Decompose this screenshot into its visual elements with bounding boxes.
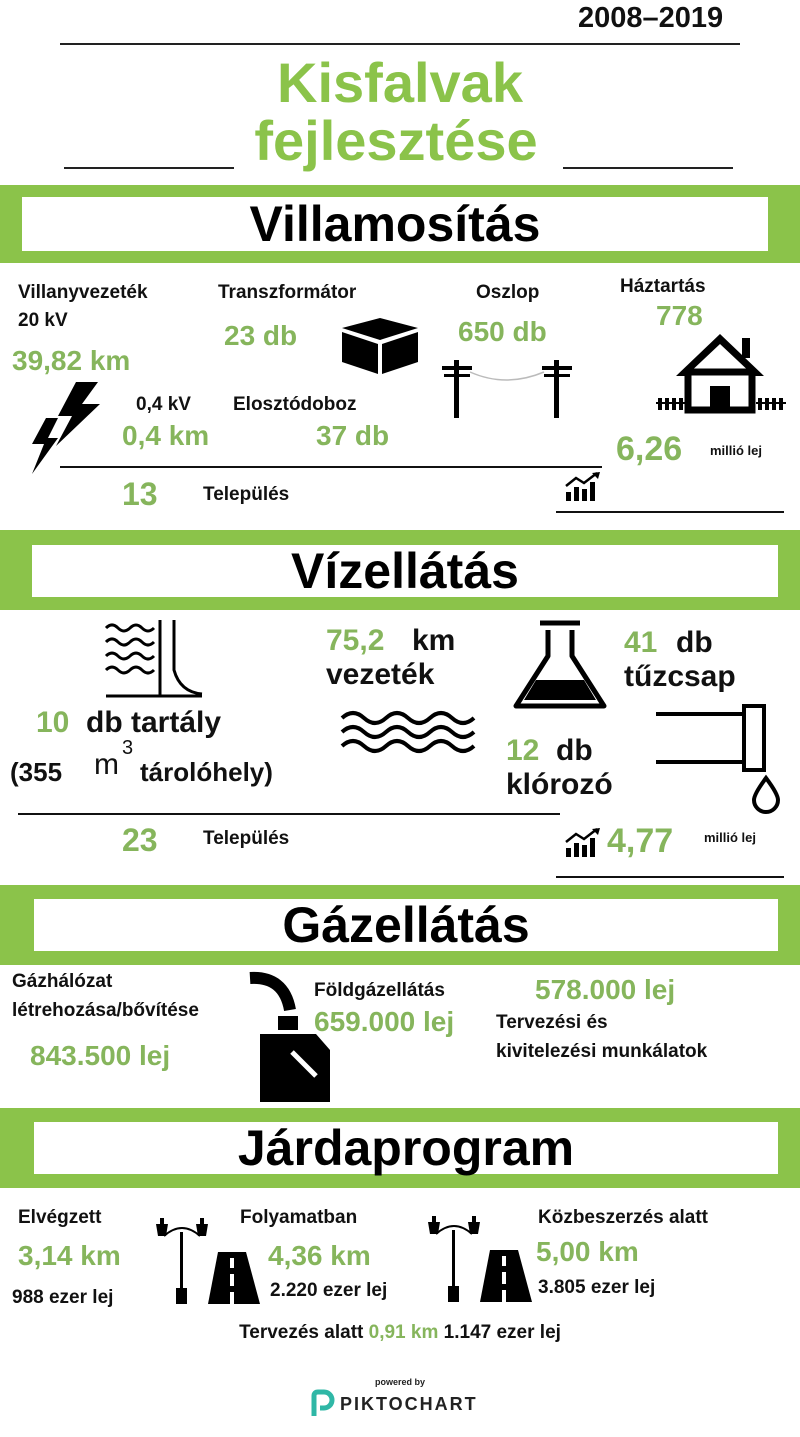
kv04-value: 0,4 km bbox=[122, 420, 210, 451]
tervezes-km: 0,91 km bbox=[368, 1322, 439, 1343]
growth-chart-icon bbox=[564, 472, 602, 502]
vezetek-value: 75,2 bbox=[326, 624, 385, 657]
tartaly-value: 10 bbox=[36, 706, 70, 739]
kozbeszerzes-cost: 3.805 ezer lej bbox=[538, 1277, 656, 1298]
klorozo-label: klórozó bbox=[506, 768, 613, 801]
flask-icon bbox=[512, 620, 612, 712]
elvegzett-label: Elvégzett bbox=[18, 1207, 102, 1228]
tuzcsap-unit: db bbox=[676, 626, 713, 659]
years-label: 2008–2019 bbox=[578, 2, 724, 34]
vizellatas-telepules-label: Település bbox=[203, 828, 290, 849]
elvegzett-cost: 988 ezer lej bbox=[12, 1287, 114, 1308]
transformer-box-icon bbox=[340, 318, 420, 374]
kozbeszerzes-km: 5,00 km bbox=[536, 1236, 639, 1267]
villamositas-cost-value: 6,26 bbox=[616, 430, 683, 468]
folyamatban-km: 4,36 km bbox=[268, 1240, 371, 1271]
tarolo-label: tárolóhely) bbox=[140, 757, 273, 787]
tervezes-label: Tervezés alatt bbox=[239, 1322, 364, 1343]
growth-chart-icon bbox=[564, 828, 602, 858]
kv04-label: 0,4 kV bbox=[136, 394, 191, 415]
street-lamp-road-icon bbox=[424, 1214, 534, 1304]
gazhalozat-label-line2: létrehozása/bővítése bbox=[12, 1000, 199, 1021]
tervezes-cost: 1.147 ezer lej bbox=[443, 1322, 561, 1343]
transzformator-value: 23 db bbox=[224, 320, 298, 351]
vezetek-unit: km bbox=[412, 624, 456, 657]
tuzcsap-value: 41 bbox=[624, 626, 658, 659]
water-waves-icon bbox=[340, 708, 470, 758]
power-pole-icon bbox=[440, 360, 580, 420]
tuzcsap-label: tűzcsap bbox=[624, 660, 736, 693]
foldgaz-label: Földgázellátás bbox=[314, 980, 445, 1001]
piktochart-logo-icon bbox=[310, 1390, 334, 1418]
kozbeszerzes-label: Közbeszerzés alatt bbox=[538, 1207, 709, 1228]
villamositas-telepules-label: Település bbox=[203, 484, 290, 505]
gazhalozat-value: 843.500 lej bbox=[30, 1040, 171, 1071]
folyamatban-cost: 2.220 ezer lej bbox=[270, 1280, 388, 1301]
title-rule-right bbox=[563, 167, 733, 169]
villamositas-cost-unit: millió lej bbox=[710, 443, 763, 458]
section-band-vizellatas bbox=[0, 530, 800, 610]
haztartas-value: 778 bbox=[656, 300, 703, 331]
vizellatas-cost-value: 4,77 bbox=[607, 822, 674, 860]
tervezesi-label-line2: kivitelezési munkálatok bbox=[496, 1041, 708, 1062]
villamositas-telepules-value: 13 bbox=[122, 476, 158, 512]
villamositas-divider bbox=[60, 466, 602, 468]
tervezesi-label-line1: Tervezési és bbox=[496, 1012, 608, 1033]
page-title-line2: fejlesztése bbox=[254, 109, 538, 172]
street-lamp-road-icon bbox=[152, 1216, 262, 1306]
vizellatas-divider bbox=[18, 813, 560, 815]
section-band-villamositas bbox=[0, 185, 800, 263]
tartaly-label: db tartály bbox=[86, 706, 222, 739]
tarolo-open: (355 bbox=[10, 757, 63, 787]
faucet-icon bbox=[656, 702, 776, 812]
villanyvezetek-value: 39,82 km bbox=[12, 345, 131, 376]
elosztodoboz-value: 37 db bbox=[316, 420, 390, 451]
vizellatas-cost-unit: millió lej bbox=[704, 830, 757, 845]
section-band-gazellatas bbox=[0, 885, 800, 965]
section-band-jardaprogram bbox=[0, 1108, 800, 1188]
villanyvezetek-kv-label: 20 kV bbox=[18, 310, 68, 331]
klorozo-unit: db bbox=[556, 734, 593, 767]
piktochart-brand[interactable]: PIKTOCHART bbox=[340, 1394, 478, 1414]
elvegzett-km: 3,14 km bbox=[18, 1240, 121, 1271]
tarolo-unit: m bbox=[94, 748, 119, 781]
gazhalozat-label-line1: Gázhálózat bbox=[12, 971, 113, 992]
page-title-line1: Kisfalvak bbox=[277, 51, 523, 114]
tervezes-row bbox=[0, 1322, 800, 1344]
oszlop-value: 650 db bbox=[458, 316, 547, 347]
section-title-vizellatas: Vízellátás bbox=[291, 543, 519, 599]
haztartas-label: Háztartás bbox=[620, 276, 706, 297]
vizellatas-telepules-value: 23 bbox=[122, 822, 158, 858]
villanyvezetek-label: Villanyvezeték bbox=[18, 282, 148, 303]
section-title-jardaprogram: Járdaprogram bbox=[237, 1120, 575, 1176]
foldgaz-value: 659.000 lej bbox=[314, 1006, 455, 1037]
villamositas-cost-underline bbox=[556, 511, 784, 513]
water-tank-icon bbox=[104, 620, 204, 700]
folyamatban-label: Folyamatban bbox=[240, 1207, 358, 1228]
vizellatas-cost-underline bbox=[556, 876, 784, 878]
tervezesi-value: 578.000 lej bbox=[535, 974, 676, 1005]
header-top-rule bbox=[60, 43, 740, 45]
elosztodoboz-label: Elosztódoboz bbox=[233, 394, 357, 415]
powered-by-label: powered by bbox=[374, 1377, 425, 1387]
section-title-villamositas: Villamosítás bbox=[249, 196, 541, 252]
house-icon bbox=[656, 332, 786, 412]
klorozo-value: 12 bbox=[506, 734, 540, 767]
lightning-icon bbox=[28, 382, 108, 472]
section-title-gazellatas: Gázellátás bbox=[282, 897, 530, 953]
tarolo-sup: 3 bbox=[122, 737, 134, 759]
oszlop-label: Oszlop bbox=[476, 282, 540, 303]
transzformator-label: Transzformátor bbox=[218, 282, 357, 303]
vezetek-label: vezeték bbox=[326, 658, 435, 691]
